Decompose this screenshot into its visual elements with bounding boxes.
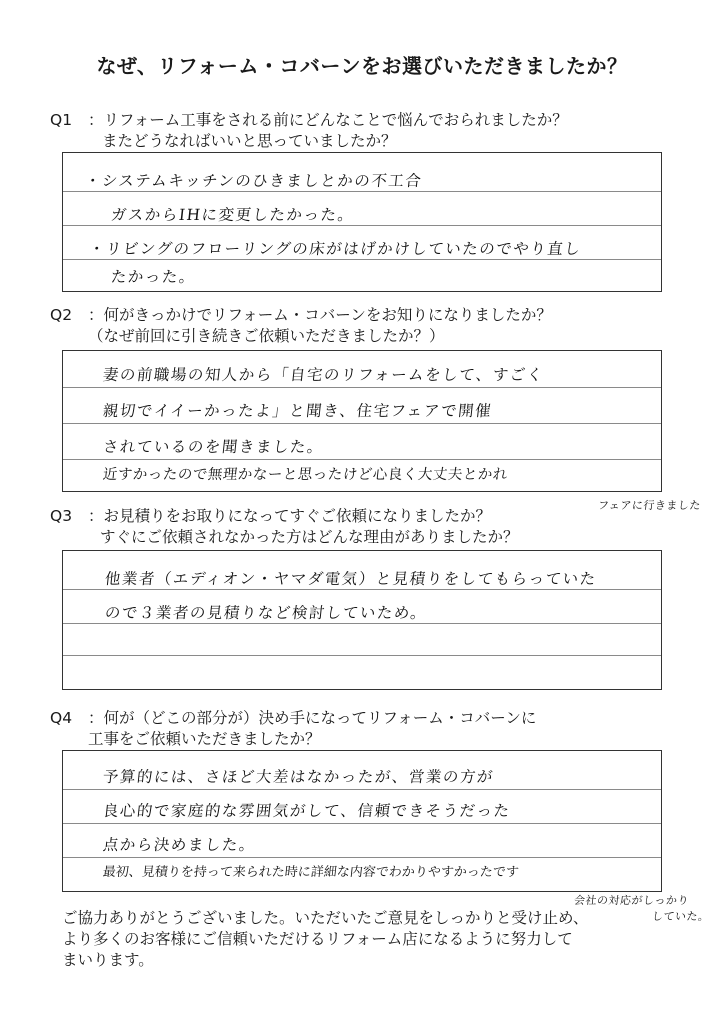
closing-line: まいります。 <box>62 951 154 969</box>
handwritten-note: フェアに行きました <box>597 499 702 512</box>
question-2 <box>50 305 552 347</box>
ruled-line <box>63 259 661 260</box>
handwritten-answer: 近すかったので無理かなーと思ったけど心良く大丈夫とかれ <box>102 467 509 483</box>
question-1 <box>50 110 568 152</box>
answer-box-2 <box>62 350 662 492</box>
handwritten-answer: ガスからIHに変更したかった。 <box>109 206 356 224</box>
ruled-line <box>63 387 661 388</box>
handwritten-answer: 妻の前職場の知人から「自宅のリフォームをして、すごく <box>101 366 545 384</box>
handwritten-answer: 予算的には、さほど大差はなかったが、営業の方が <box>101 768 495 786</box>
handwritten-note: 会社の対応がしっかり <box>573 894 690 907</box>
closing-message <box>62 908 588 971</box>
answer-box-3 <box>62 550 662 690</box>
handwritten-note: していた。 <box>651 910 711 923</box>
ruled-line <box>63 423 661 424</box>
question-text: ：何がきっかけでリフォーム・コバーンをお知りになりましたか？ <box>88 306 552 324</box>
ruled-line <box>63 225 661 226</box>
question-text-cont: すぐにご依頼されなかった方はどんな理由がありましたか？ <box>100 528 519 546</box>
page-title: なぜ、リフォーム・コバーンをお選びいただきましたか？ <box>96 54 628 78</box>
handwritten-answer: 他業者（エディオン・ヤマダ電気）と見積りをしてもらっていた <box>103 570 598 588</box>
question-3 <box>50 506 519 548</box>
question-number: Q1 <box>50 111 73 129</box>
question-number: Q3 <box>50 507 73 525</box>
ruled-line <box>63 655 661 656</box>
handwritten-answer: されているのを聞きました。 <box>101 438 325 456</box>
ruled-line <box>63 191 661 192</box>
question-text: ：何が（どこの部分が）決め手になってリフォーム・コバーンに <box>88 709 537 727</box>
closing-line: より多くのお客様にご信頼いただけるリフォーム店になるように努力して <box>62 930 573 948</box>
handwritten-answer: 親切でイイーかったよ」と聞き、住宅フェアで開催 <box>101 402 494 420</box>
question-number: Q4 <box>50 709 73 727</box>
ruled-line <box>63 789 661 790</box>
handwritten-answer: 良心的で家庭的な雰囲気がして、信頼できそうだった <box>101 802 512 820</box>
handwritten-answer: ので３業者の見積りなど検討していため。 <box>103 604 429 622</box>
answer-box-1 <box>62 152 662 292</box>
ruled-line <box>63 623 661 624</box>
handwritten-answer: 最初、見積りを持って来られた時に詳細な内容でわかりやすかったです <box>102 865 520 880</box>
closing-line: ご協力ありがとうございました。いただいたご意見をしっかりと受け止め、 <box>62 909 589 927</box>
question-text-cont: またどうなればいいと思っていましたか？ <box>102 132 397 150</box>
question-text-cont: 工事をご依頼いただきましたか？ <box>88 730 321 748</box>
answer-box-4 <box>62 750 662 892</box>
ruled-line <box>63 857 661 858</box>
ruled-line <box>63 823 661 824</box>
handwritten-answer: ・リビングのフローリングの床がはげかけしていたのでやり直し <box>87 240 583 258</box>
question-text-cont: （なぜ前回に引き続きご依頼いただきましたか？） <box>88 327 445 345</box>
question-text: ：お見積りをお取りになってすぐご依頼になりましたか？ <box>88 507 492 525</box>
handwritten-answer: ・システムキッチンのひきましとかの不工合 <box>83 172 424 190</box>
question-number: Q2 <box>50 306 73 324</box>
handwritten-answer: 点から決めました。 <box>101 836 257 854</box>
ruled-line <box>63 589 661 590</box>
question-4 <box>50 708 536 750</box>
question-text: ：リフォーム工事をされる前にどんなことで悩んでおられましたか？ <box>88 111 568 129</box>
handwritten-answer: たかった。 <box>109 268 197 286</box>
ruled-line <box>63 459 661 460</box>
